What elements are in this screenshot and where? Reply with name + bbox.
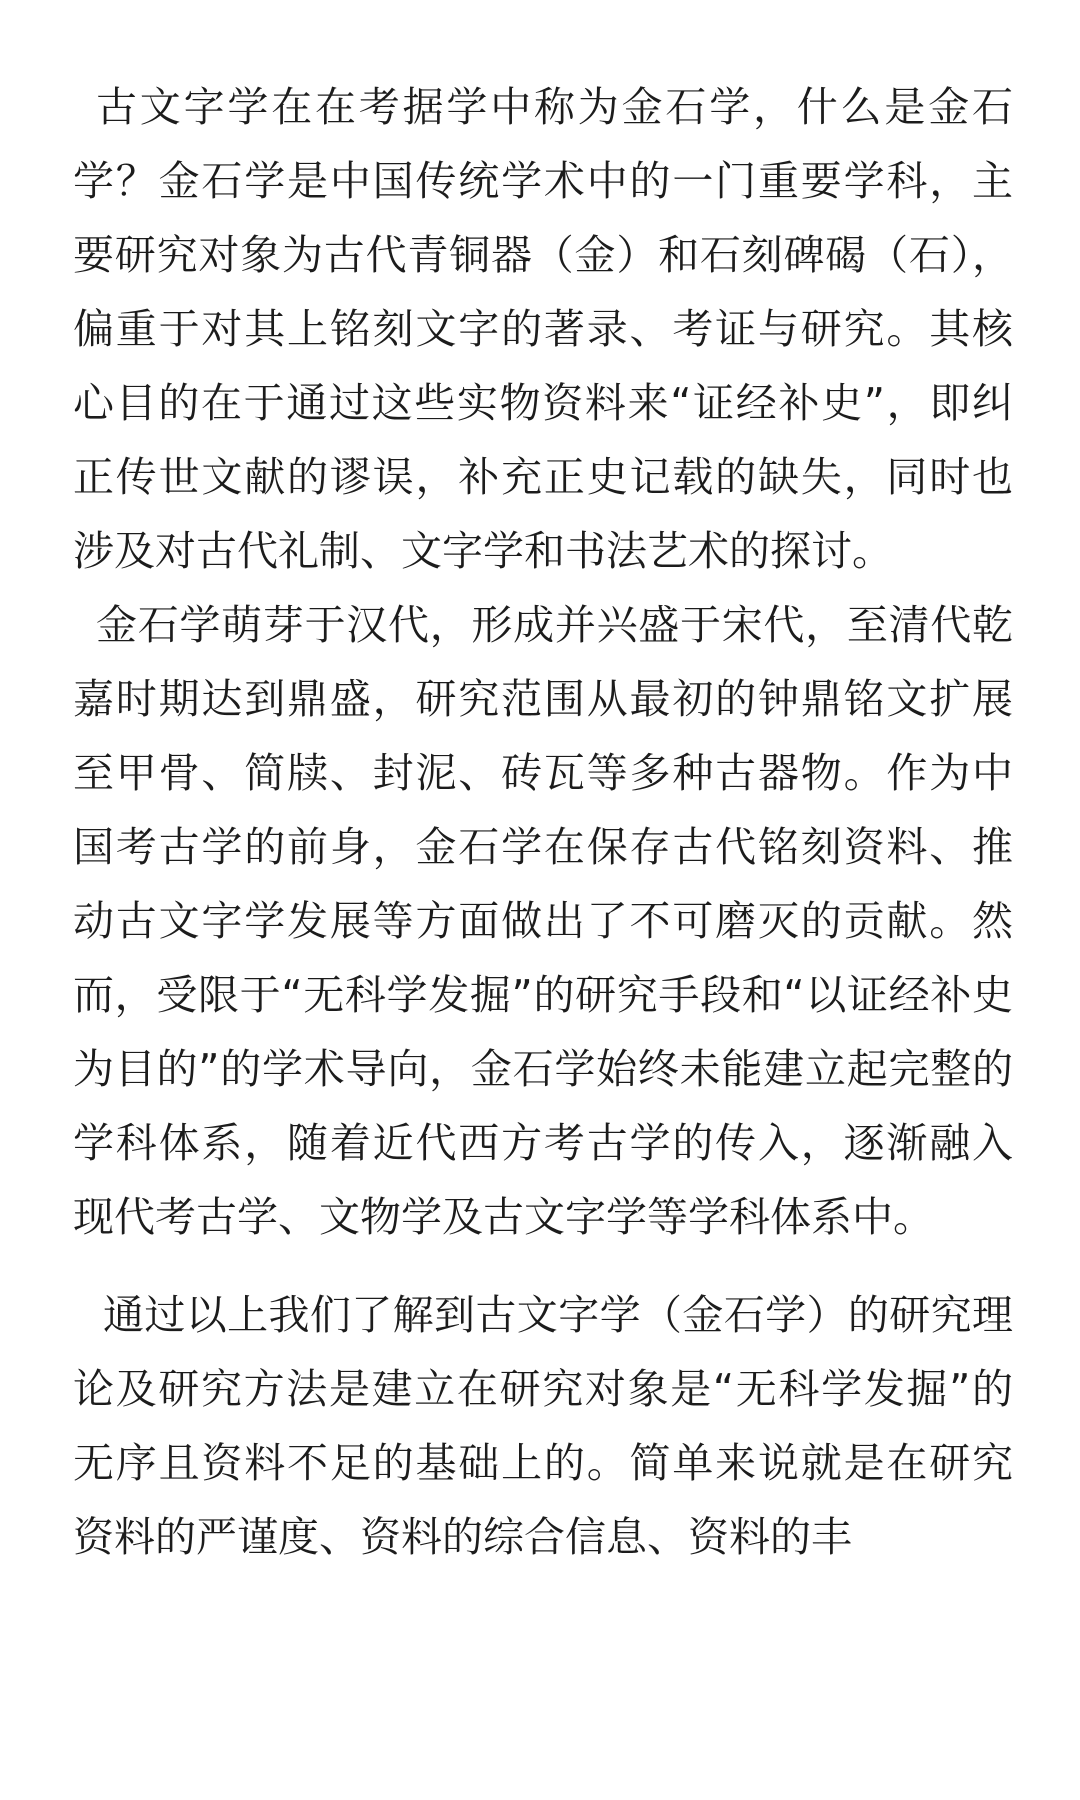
article-body <box>73 70 1013 1574</box>
paragraph-1: 古文字学在在考据学中称为金石学，什么是金石学？金石学是中国传统学术中的一门重要学科，主要研究对象为古代青铜器（金）和石刻碑碣（石），偏重于对其上铭刻文字的著录、考证与研究。其核心目的在于通过这些实物资料来“证经补史”，即纠正传世文献的谬误，补充正史记载的缺失，同时也涉及对古代礼制、文字学和书法艺术的探讨。 <box>73 83 1013 575</box>
paragraph-3: 通过以上我们了解到古文字学（金石学）的研究理论及研究方法是建立在研究对象是“无科学发掘”的无序且资料不足的基础上的。简单来说就是在研究资料的严谨度、资料的综合信息、资料的丰 <box>73 1291 1013 1561</box>
paragraph-2: 金石学萌芽于汉代，形成并兴盛于宋代，至清代乾嘉时期达到鼎盛，研究范围从最初的钟鼎铭文扩展至甲骨、简牍、封泥、砖瓦等多种古器物。作为中国考古学的前身，金石学在保存古代铭刻资料、推动古文字学发展等方面做出了不可磨灭的贡献。然而，受限于“无科学发掘”的研究手段和“以证经补史为目的”的学术导向，金石学始终未能建立起完整的学科体系，随着近代西方考古学的传入，逐渐融入现代考古学、文物学及古文字学等学科体系中。 <box>73 601 1013 1241</box>
